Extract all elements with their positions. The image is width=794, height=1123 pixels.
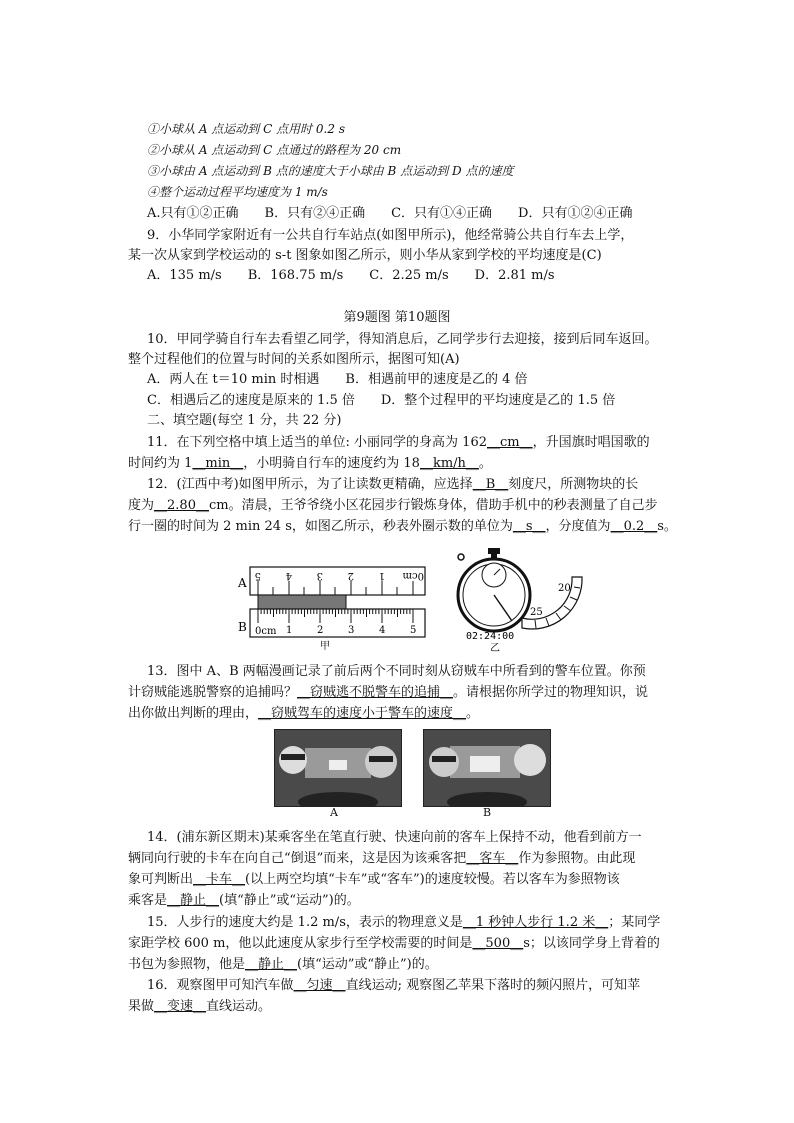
q11-text-d: ，小明骑自行车的速度约为 18: [243, 456, 420, 471]
q12-blank-1: __B__: [472, 477, 509, 492]
cartoon-a-caption: A: [330, 806, 338, 819]
q12-line-2: [128, 496, 658, 515]
ruler-b-label: B: [238, 620, 247, 634]
q15-line-2: [128, 934, 660, 953]
q9-choices: A．135 m/s B．168.75 m/s C．2.25 m/s D．2.81 m/s: [147, 268, 555, 283]
cartoon-a-image: [274, 729, 402, 807]
q11-blank-3: __km/h__: [419, 456, 479, 471]
q8-choices: A.只有①②正确 B．只有②④正确 C．只有①④正确 D．只有①②④正确: [147, 206, 633, 221]
q16-text-a: 16．观察图甲可知汽车做: [147, 978, 294, 993]
q16-text-c: 果做: [128, 999, 155, 1014]
scale-label-20: 20: [558, 583, 571, 594]
q16-blank-2: __变速__: [154, 999, 207, 1014]
ruler-a-num-2: 2: [347, 570, 354, 581]
q12-line-3: [128, 517, 677, 536]
q11-text-b: ，升国旗时唱国歌的: [532, 435, 650, 450]
q11-blank-2: __min__: [192, 456, 244, 471]
q9-line-2: 某一次从家到学校运动的 s-t 图象如图乙所示，则小华从家到学校的平均速度是(C): [128, 248, 602, 263]
q15-line-1: [147, 913, 660, 932]
ruler-a-num-0: 0cm: [402, 570, 424, 581]
q12-text-f: ，分度值为: [545, 519, 611, 534]
caption-jia: 甲: [320, 641, 330, 652]
ruler-b-num-0: 0cm: [255, 626, 277, 637]
scale-label-25: 25: [530, 607, 543, 618]
ruler-a-num-3: 3: [316, 570, 323, 581]
ruler-a: [250, 567, 425, 595]
q14-text-a: 辆同向行驶的卡车在向自己“倒退”而来，这是因为该乘客把: [128, 851, 467, 866]
ruler-stopwatch-figure: [230, 545, 590, 657]
stopwatch: [458, 548, 530, 631]
q9-line-1: 9．小华同学家附近有一公共自行车站点(如图甲所示)，他经常骑公共自行车去上学，: [147, 228, 634, 243]
q15-text-e: 书包为参照物，他是: [128, 957, 246, 972]
q14-text-f: (填“静止”或“运动”)的。: [219, 893, 360, 908]
q14-text-e: 乘客是: [128, 893, 168, 908]
q13-text-b: 。请根据你所学过的物理知识，说: [453, 685, 649, 700]
ruler-a-num-5: 5: [254, 570, 261, 581]
q13-text-c: 出你做出判断的理由，: [128, 706, 259, 721]
q16-line-2: [128, 997, 271, 1016]
q14-text-b: 作为参照物。由此现: [518, 851, 636, 866]
cartoon-b-image: [423, 729, 551, 807]
q16-blank-1: __匀速__: [293, 978, 346, 993]
ruler-a-label: A: [238, 576, 247, 590]
q14-blank-2: __卡车__: [193, 872, 246, 887]
q14-line-2: [128, 849, 635, 868]
q15-text-b: ；某同学: [608, 915, 661, 930]
q12-blank-2: __2.80__: [154, 498, 209, 513]
q8-option-3: ③小球由 A 点运动到 B 点的速度大于小球由 B 点运动到 D 点的速度: [147, 164, 514, 178]
q11-line-1: [147, 433, 650, 452]
q10-option-cd: C．相遇后乙的速度是原来的 1.5 倍 D．整个过程甲的平均速度是乙的 1.5 倍: [147, 393, 616, 408]
ruler-a-num-1: 1: [378, 570, 385, 581]
figure-caption-9-10: 第9题图 第10题图: [343, 310, 451, 325]
q15-text-a: 15．人步行的速度大约是 1.2 m/s，表示的物理意义是: [147, 915, 463, 930]
q8-option-4: ④整个运动过程平均速度为 1 m/s: [147, 185, 328, 199]
q12-line-1: [147, 475, 638, 494]
ruler-b-num-5: 5: [410, 625, 417, 636]
q11-line-2: [128, 454, 492, 473]
q13-text-d: 。: [466, 706, 480, 721]
q12-text-d: cm。清晨，王爷爷绕小区花园步行锻炼身体，借助手机中的秒表测量了自己步: [208, 498, 658, 513]
measured-block: [258, 595, 346, 609]
q13-text-a: 计窃贼能逃脱警察的追捕吗？: [128, 685, 298, 700]
q12-blank-3: __s__: [512, 519, 546, 534]
q11-text-c: 时间约为 1: [128, 456, 193, 471]
q15-text-c: 家距学校 600 m，他以此速度从家步行至学校需要的时间是: [128, 936, 473, 951]
q16-line-1: [147, 976, 640, 995]
q13-line-2: [128, 683, 648, 702]
q15-blank-2: __500__: [472, 936, 524, 951]
caption-yi: 乙: [490, 643, 500, 654]
q16-text-b: 直线运动; 观察图乙苹果下落时的频闪照片，可知苹: [345, 978, 641, 993]
q12-text-g: s。: [657, 519, 677, 534]
ruler-b-num-2: 2: [317, 625, 324, 636]
q12-blank-4: __0.2__: [610, 519, 658, 534]
q15-line-3: [128, 955, 438, 974]
stopwatch-scale-zoom: [522, 577, 582, 629]
q12-text-e: 行一圈的时间为 2 min 24 s，如图乙所示，秒表外圈示数的单位为: [128, 519, 513, 534]
stopwatch-time: 02:24:00: [466, 631, 515, 642]
q12-text-a: 12．(江西中考)如图甲所示，为了让读数更精确，应选择: [147, 477, 473, 492]
ruler-b-num-4: 4: [379, 625, 386, 636]
section-fill-blank-heading: 二、填空题(每空 1 分，共 22 分): [147, 413, 342, 428]
q13-blank-2: __窃贼驾车的速度小于警车的速度__: [258, 706, 467, 721]
ruler-b-num-1: 1: [286, 625, 293, 636]
q14-line-3: [128, 870, 620, 889]
q8-option-2: ②小球从 A 点运动到 C 点通过的路程为 20 cm: [147, 143, 402, 157]
q8-option-1: ①小球从 A 点运动到 C 点用时 0.2 s: [147, 122, 345, 136]
q13-line-1: 13．图中 A、B 两幅漫画记录了前后两个不同时刻从窃贼车中所看到的警车位置。你预: [147, 664, 646, 679]
q10-line-2: 整个过程他们的位置与时间的关系如图所示，据图可知(A): [128, 352, 460, 367]
q14-blank-3: __静止__: [167, 893, 220, 908]
ruler-b-num-3: 3: [348, 625, 355, 636]
q15-text-f: (填“运动”或“静止”)的。: [297, 957, 438, 972]
q13-line-3: [128, 704, 479, 723]
q14-text-d: (以上两空均填“卡车”或“客车”)的速度较慢。若以客车为参照物该: [245, 872, 620, 887]
q10-line-1: 10．甲同学骑自行车去看望乙同学，得知消息后，乙同学步行去迎接，接到后同车返回。: [147, 332, 658, 347]
q13-blank-1: __窃贼逃不脱警车的追捕__: [297, 685, 454, 700]
ruler-a-num-4: 4: [285, 570, 292, 581]
q10-option-ab: A．两人在 t＝10 min 时相遇 B．相遇前甲的速度是乙的 4 倍: [147, 372, 528, 387]
q16-text-d: 直线运动。: [206, 999, 272, 1014]
q14-text-c: 象可判断出: [128, 872, 194, 887]
q15-blank-3: __静止__: [245, 957, 298, 972]
q11-text-a: 11．在下列空格中填上适当的单位: 小丽同学的身高为 162: [147, 435, 487, 450]
q15-blank-1: __1 秒钟人步行 1.2 米__: [462, 915, 609, 930]
q11-blank-1: __cm__: [487, 435, 533, 450]
q14-blank-1: __客车__: [466, 851, 519, 866]
q15-text-d: s；以该同学身上背着的: [523, 936, 660, 951]
q14-line-1: 14．(浦东新区期末)某乘客坐在笔直行驶、快速向前的客车上保持不动，他看到前方一: [147, 830, 642, 845]
cartoon-b-caption: B: [483, 806, 492, 819]
q11-text-e: 。: [478, 456, 492, 471]
q12-text-b: 刻度尺，所测物块的长: [508, 477, 639, 492]
q12-text-c: 度为: [128, 498, 155, 513]
q14-line-4: [128, 891, 360, 910]
